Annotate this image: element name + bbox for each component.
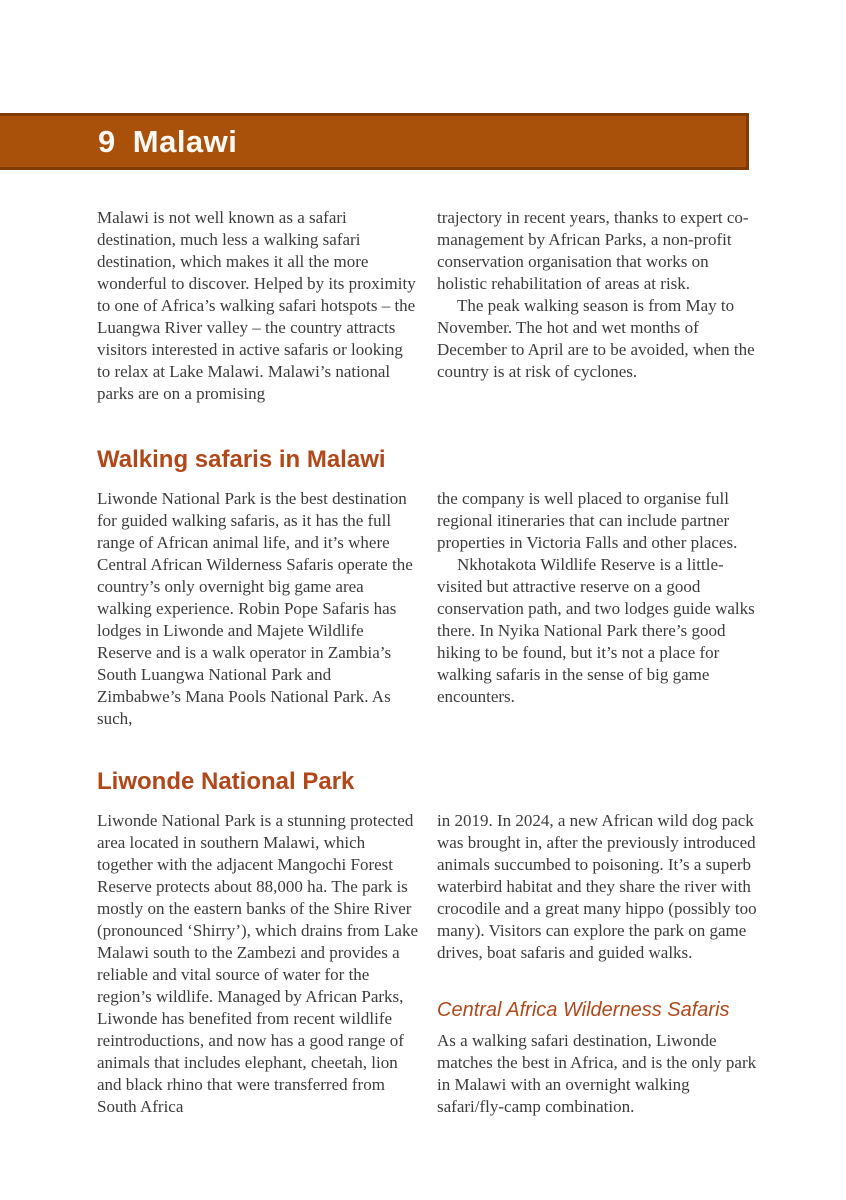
walking-paragraph-nkhotakota: Nkhotakota Wildlife Reserve is a little-visited but attractive reserve on a good conservation path, and two lodges guide walks there. In Nyika National Park there’s good hiking to be found, but it’s not a place for walking safaris in the sense of big game encounters. xyxy=(437,555,755,706)
walking-paragraph: Liwonde National Park is the best destination for guided walking safaris, as it has the full range of African animal life, and it’s where Central African Wilderness Safaris operate the country’s only overnight big game area walking experience. Robin Pope Safaris has lodges in Liwonde and Majete Wildlife Reserve and is a walk operator in Zambia’s South Luangwa National Park and Zimbabwe’s Mana Pools National Park. As such, xyxy=(97,489,413,728)
subsection-paragraph: As a walking safari destination, Liwonde matches the best in Africa, and is the only park in Malawi with an overnight walking safari/fly-camp combination. xyxy=(437,1031,757,1116)
liwonde-section-column-left xyxy=(97,810,419,1118)
intro-column-right xyxy=(437,207,759,383)
walking-section-column-left xyxy=(97,488,419,730)
walking-section-column-right xyxy=(437,488,759,708)
intro-paragraph-continued: trajectory in recent years, thanks to expert co-management by African Parks, a non-profit conservation organisation that works on holistic rehabilitation of areas at risk. xyxy=(437,208,749,293)
chapter-title: Malawi xyxy=(132,123,238,159)
liwonde-paragraph-continued: in 2019. In 2024, a new African wild dog pack was brought in, after the previously introduced animals succumbed to poisoning. It’s a superb waterbird habitat and they share the river with crocodile and a great many hippo (possibly too many). Visitors can explore the park on game drives, boat safaris and guided walks. xyxy=(437,811,757,962)
liwonde-section-column-right xyxy=(437,810,759,1118)
subsection-heading-central-africa-wilderness: Central Africa Wilderness Safaris xyxy=(437,999,730,1021)
section-heading-walking-safaris: Walking safaris in Malawi xyxy=(97,446,386,473)
chapter-header-bar xyxy=(0,113,749,170)
chapter-number: 9 xyxy=(98,123,116,159)
walking-paragraph-continued: the company is well placed to organise full regional itineraries that can include partner properties in Victoria Falls and other places. xyxy=(437,489,738,552)
section-heading-liwonde: Liwonde National Park xyxy=(97,768,355,795)
intro-paragraph-season: The peak walking season is from May to November. The hot and wet months of December to April are to be avoided, when the country is at risk of cyclones. xyxy=(437,296,755,381)
chapter-header-text xyxy=(98,124,237,160)
intro-paragraph: Malawi is not well known as a safari destination, much less a walking safari destination, which makes it all the more wonderful to discover. Helped by its proximity to one of Africa’s walking safari hotspots – the Luangwa River valley – the country attracts visitors interested in active safaris or looking to relax at Lake Malawi. Malawi’s national parks are on a promising xyxy=(97,208,416,403)
intro-column-left xyxy=(97,207,419,405)
liwonde-paragraph: Liwonde National Park is a stunning protected area located in southern Malawi, which together with the adjacent Mangochi Forest Reserve protects about 88,000 ha. The park is mostly on the eastern banks of the Shire River (pronounced ‘Shirry’), which drains from Lake Malawi south to the Zambezi and provides a reliable and vital source of water for the region’s wildlife. Managed by African Parks, Liwonde has benefited from recent wildlife reintroductions, and now has a good range of animals that includes elephant, cheetah, lion and black rhino that were transferred from South Africa xyxy=(97,811,419,1116)
